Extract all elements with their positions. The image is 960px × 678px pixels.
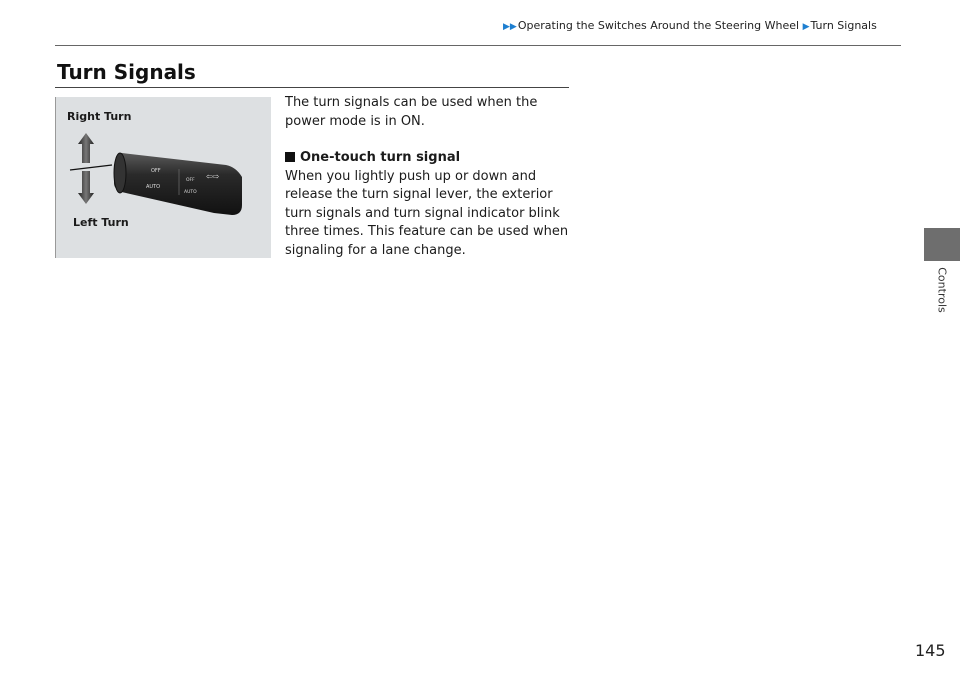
- svg-text:AUTO: AUTO: [146, 184, 161, 190]
- breadcrumb: [503, 19, 877, 32]
- breadcrumb-item-turn-signals: Turn Signals: [810, 19, 877, 32]
- page-number: 145: [915, 641, 946, 660]
- chapter-tab: [924, 228, 960, 261]
- page-title: Turn Signals: [57, 60, 196, 84]
- body-text: [285, 94, 575, 260]
- right-turn-label: Right Turn: [67, 110, 132, 123]
- left-turn-label: Left Turn: [73, 216, 129, 229]
- direction-arrows-icon: [70, 133, 112, 204]
- svg-text:OFF: OFF: [186, 178, 195, 183]
- square-bullet-icon: [285, 152, 295, 162]
- chapter-label: Controls: [935, 267, 949, 313]
- breadcrumb-arrow-icon: ▶▶: [503, 22, 517, 32]
- breadcrumb-arrow-icon: ▶: [802, 22, 810, 32]
- one-touch-paragraph: When you lightly push up or down and release the turn signal lever, the exterior turn signals and turn signal indicator blink three times. This feature can be used when signaling for a lane change.: [285, 168, 569, 258]
- svg-text:OFF: OFF: [151, 168, 161, 174]
- intro-paragraph: The turn signals can be used when the power mode is in ON.: [285, 95, 538, 129]
- svg-text:AUTO: AUTO: [184, 190, 197, 195]
- breadcrumb-item-switches: Operating the Switches Around the Steering Wheel: [517, 19, 800, 32]
- turn-signal-figure: [55, 97, 271, 258]
- lever-icon: [114, 153, 242, 215]
- header-divider: [55, 45, 901, 46]
- title-divider: [55, 87, 569, 88]
- subheading: One-touch turn signal: [285, 149, 575, 168]
- svg-text:⇦⇨: ⇦⇨: [206, 172, 220, 181]
